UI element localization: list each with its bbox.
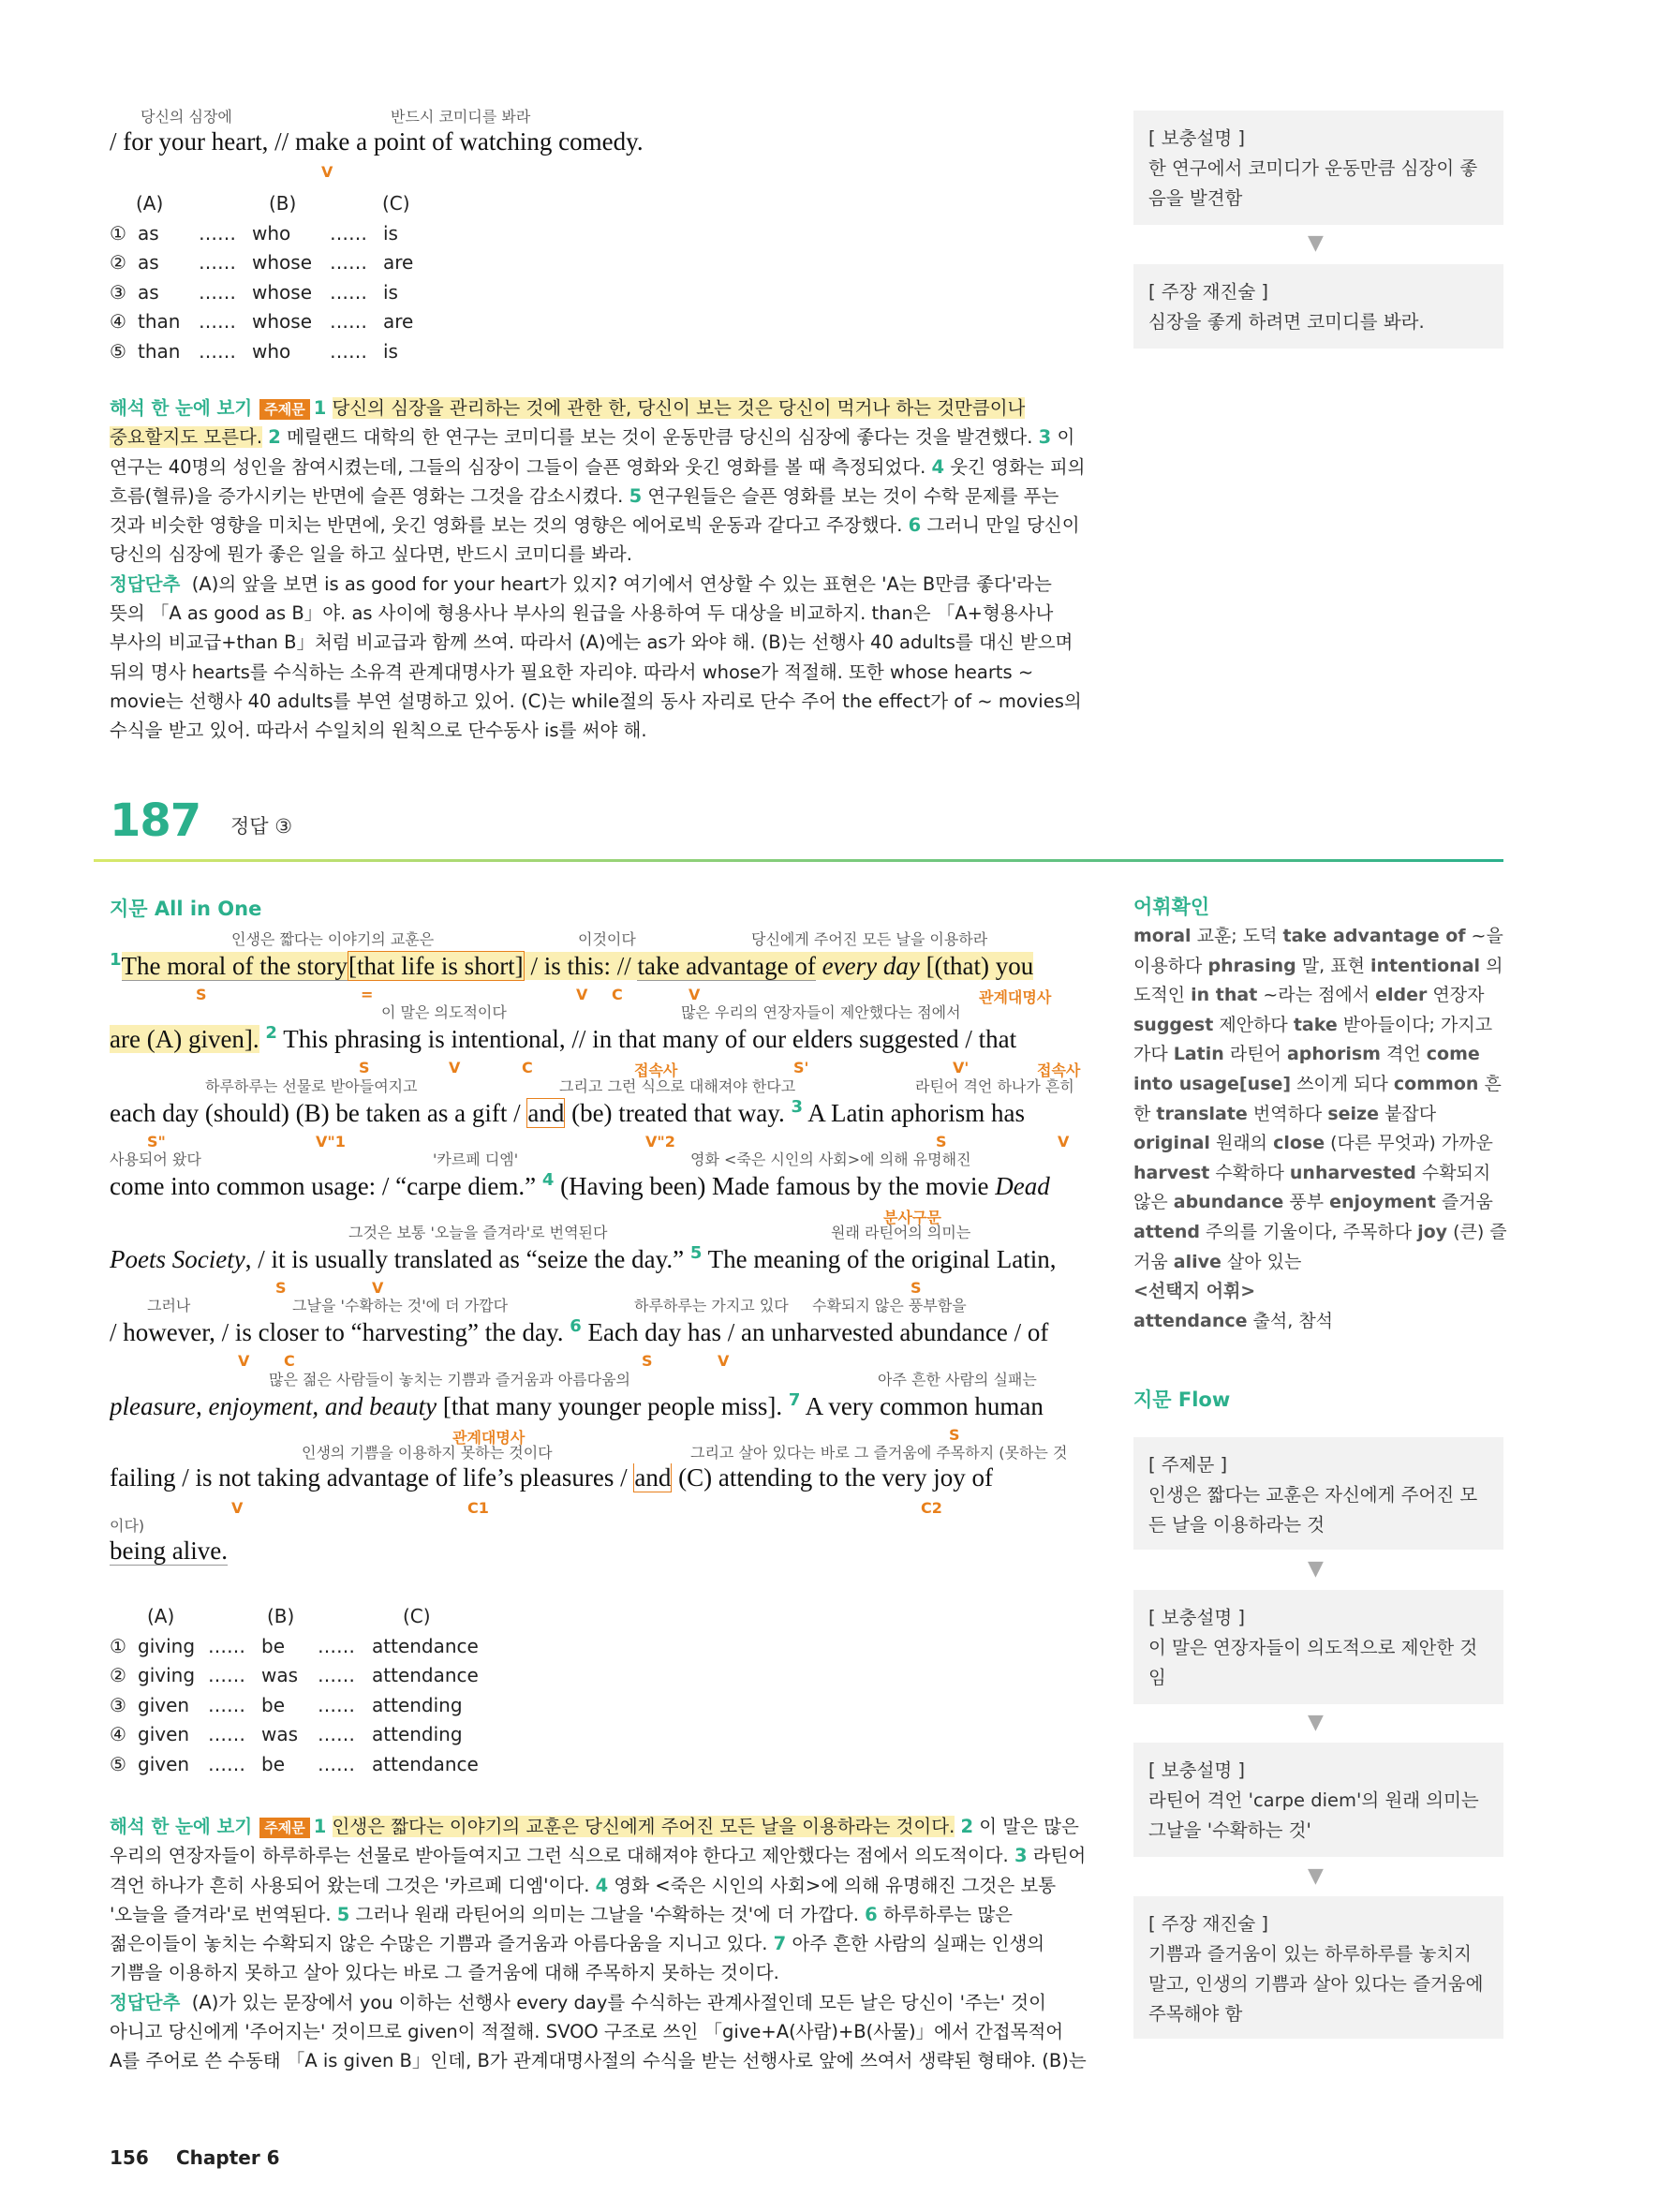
- choice-a: as: [138, 280, 159, 304]
- vocab-term: suggest: [1133, 1014, 1214, 1035]
- sentence: 이 연구는 40명의 성인을 참여시켰는데, 그들의 심장이 그들이 슬픈 영화와 웃긴 영화를 볼 때 측정되었다.: [110, 426, 1075, 478]
- english-line: [110, 1537, 1084, 1566]
- vocab-term: harvest: [1133, 1162, 1210, 1183]
- vocab-meaning: 쓰이게 되다: [1291, 1073, 1394, 1094]
- choice-b: whose: [252, 251, 312, 274]
- dots: ……: [199, 251, 236, 274]
- sentence-number: 1: [110, 950, 122, 970]
- tag: S: [911, 1279, 922, 1297]
- vocab-meaning: (큰) 즐거움: [1133, 1221, 1507, 1272]
- tag: V: [238, 1352, 250, 1370]
- vocab-term: take advantage of: [1282, 926, 1466, 946]
- english-line: [110, 1390, 1084, 1421]
- tag: S: [196, 986, 207, 1003]
- sentence-number: 3: [1038, 426, 1052, 449]
- phrase: This phrasing is intentional, // in that many of our elders suggested / that: [276, 1025, 1017, 1053]
- gloss: '카르페 디엠': [433, 1151, 519, 1168]
- vocab-meaning: 격언: [1380, 1044, 1427, 1065]
- sentence-number: 3: [1014, 1845, 1028, 1867]
- choice-b: was: [261, 1664, 299, 1686]
- vocab-term: attendance: [1133, 1310, 1248, 1331]
- sentence-number: 5: [629, 484, 643, 507]
- choice-b: be: [261, 1752, 285, 1775]
- vocab-term: Latin: [1173, 1044, 1224, 1065]
- gloss: 라틴어 격언 하나가 흔히: [915, 1077, 1074, 1095]
- choice-a: given: [138, 1752, 190, 1775]
- col-header: (A): [147, 1605, 175, 1627]
- section-divider: [94, 859, 1503, 862]
- choice-c: attending: [372, 1723, 463, 1745]
- choice-row[interactable]: [110, 340, 484, 370]
- gloss: 반드시 코미디를 봐라: [391, 108, 531, 126]
- choice-number: ③: [110, 280, 126, 304]
- flow-heading: 지문 Flow: [1133, 1388, 1231, 1411]
- relative-clause: [that life is short]: [348, 952, 524, 980]
- sentence-number: 6: [570, 1316, 582, 1336]
- col-header: (B): [267, 1605, 295, 1627]
- vocab-meaning: 주의를 기울이다, 주목하다: [1200, 1221, 1418, 1242]
- conjunction: and: [527, 1099, 565, 1127]
- answer-explanation: (A)의 앞을 보면 is as good for your heart가 있지? 여기에서 연상할 수 있는 표현은 'A는 B만큼 좋다'라는 뜻의 「A as good as B」야. as 사이에 형용사나 부사의 원급을 사용하여 두 대상을 비교하지. than은 「A+형용사나 부사의 비교급+than B」처럼 비교급과 함께 쓰여. 따라서 (A)에는 as가 와야 해. (B)는 선행사 40 adults를 대신 받으며 뒤의 명사 hearts를 수식하는 소유격 관계대명사가 필요한 자리야. 따라서 whose가 적절해. 또한 whose hearts ~ movie는 선행사 40 adults를 부연 설명하고 있어. (C)는 while절의 동사 자리로 단수 주어 the effect가 of ~ movies의 수식을 받고 있어. 따라서 수일치의 원칙으로 단수동사 is를 써야 해.: [110, 572, 1082, 742]
- conjunction: and: [634, 1463, 672, 1492]
- sentence-number: 6: [908, 514, 922, 537]
- phrase: / however, / is closer to “harvesting” the day.: [110, 1318, 570, 1346]
- vocab-term: attend: [1133, 1221, 1200, 1242]
- topic-badge: 주제문: [259, 399, 309, 420]
- gloss: 당신에게 주어진 모든 날을 이용하라: [751, 930, 988, 948]
- choice-c: attendance: [372, 1752, 479, 1775]
- sentence: 하루하루는 많은 젊은이들이 놓치는 수확되지 않은 수많은 기쁨과 즐거움과 아름다움을 지니고 있다.: [110, 1903, 1013, 1955]
- tag: V: [1058, 1133, 1070, 1151]
- flow-box-title: [ 주장 재진술 ]: [1148, 1913, 1268, 1935]
- dots: ……: [330, 339, 367, 363]
- gloss: 그러나: [147, 1297, 191, 1314]
- english-line: [110, 1170, 1084, 1201]
- sentence-number: 4: [541, 1170, 555, 1190]
- choice-number: ①: [110, 1634, 126, 1657]
- tag: 관계대명사: [452, 1429, 526, 1447]
- sentence: 이 말은 많은 우리의 연장자들이 하루하루는 선물로 받아들여지고 그런 식으로 대해져야 한다고 제안했다는 점에서 의도적이다.: [110, 1816, 1079, 1867]
- down-arrow-icon: ▼: [1308, 1711, 1324, 1734]
- tag: V': [953, 1059, 970, 1076]
- vocab-list: [1133, 922, 1508, 1336]
- choice-b: be: [261, 1634, 285, 1657]
- choice-b: was: [261, 1723, 299, 1745]
- english-line: [110, 1023, 1084, 1054]
- sentence-number: 5: [336, 1903, 350, 1925]
- tag: V: [372, 1279, 384, 1297]
- vocab-meaning: 번역하다: [1247, 1103, 1328, 1124]
- vocab-meaning: 수확하다: [1209, 1162, 1290, 1183]
- choice-a: given: [138, 1693, 190, 1716]
- flow-box-title: [ 주장 재진술 ]: [1148, 281, 1268, 303]
- question-number: 187: [110, 794, 201, 847]
- tag: S: [936, 1133, 947, 1151]
- choice-number: ④: [110, 1723, 126, 1745]
- vocab-term: translate: [1156, 1103, 1248, 1124]
- flow-box-text: 이 말은 연장자들이 의도적으로 제안한 것임: [1148, 1637, 1478, 1688]
- phrase: (Having been) Made famous by the movie: [554, 1172, 996, 1200]
- dots: ……: [318, 1752, 355, 1775]
- movie-title: Dead: [995, 1172, 1050, 1200]
- phrase: Each day has / an unharvested abundance / of: [581, 1318, 1049, 1346]
- sentence-number: 6: [865, 1903, 878, 1925]
- vocab-term: intentional: [1369, 955, 1481, 976]
- vocab-term: original: [1133, 1133, 1210, 1154]
- topic-sentence: 인생은 짧다는 이야기의 교훈은 당신에게 주어진 모든 날을 이용하라는 것이다.: [332, 1816, 955, 1837]
- english-line: [110, 1316, 1084, 1347]
- vocab-meaning: 제안하다: [1213, 1014, 1294, 1035]
- vocab-meaning: 즐거움: [1435, 1192, 1493, 1213]
- choice-a: as: [138, 221, 159, 245]
- tag: S": [147, 1133, 166, 1151]
- gloss: 수확되지 않은 풍부함을: [812, 1297, 967, 1314]
- choice-row[interactable]: [110, 251, 484, 281]
- vocab-meaning: 받아들이다; 가지고 가다: [1133, 1014, 1493, 1065]
- dots: ……: [318, 1634, 355, 1657]
- choice-number: ②: [110, 1664, 126, 1686]
- tag: 접속사: [1037, 1061, 1081, 1079]
- explanation-heading: 해석 한 눈에 보기: [110, 397, 253, 419]
- vocab-meaning: 살아 있는: [1221, 1251, 1302, 1272]
- choice-b: be: [261, 1693, 285, 1716]
- tag: C: [284, 1352, 295, 1370]
- gloss: 인생의 기쁨을 이용하지 못하는 것이다: [302, 1444, 553, 1462]
- vocab-meaning: ~을 이용하다: [1133, 926, 1503, 976]
- phrase: pleasure, enjoyment, and beauty: [110, 1392, 437, 1420]
- sentence-number: 7: [773, 1933, 787, 1955]
- english-line: [110, 1097, 1084, 1128]
- gloss: 인생은 짧다는 이야기의 교훈은: [231, 930, 435, 948]
- english-line: [110, 1463, 1084, 1492]
- choice-a: giving: [138, 1634, 196, 1657]
- choice-c: are: [383, 310, 414, 333]
- col-header: (C): [382, 192, 410, 215]
- down-arrow-icon: ▼: [1308, 231, 1324, 255]
- choice-number: ④: [110, 310, 126, 333]
- down-arrow-icon: ▼: [1308, 1557, 1324, 1581]
- choice-a: giving: [138, 1664, 196, 1686]
- tag: C: [522, 1059, 533, 1076]
- flow-box-text: 기쁨과 즐거움이 있는 하루하루를 놓치지 말고, 인생의 기쁨과 살아 있다는 즐거움에 주목해야 함: [1148, 1943, 1484, 2025]
- choice-a: as: [138, 251, 159, 274]
- phrase: [(that) you: [925, 952, 1034, 980]
- vocab-meaning: 풍부: [1283, 1192, 1330, 1213]
- vocab-term: aphorism: [1286, 1044, 1381, 1065]
- choice-c: are: [383, 251, 414, 274]
- dots: ……: [208, 1664, 245, 1686]
- flow-box-title: [ 주제문 ]: [1148, 1454, 1228, 1476]
- choice-number: ⑤: [110, 339, 126, 363]
- topic-sentence: 당신의 심장을 관리하는 것에 관한 한, 당신이 보는 것은 당신이 먹거나 하는 것만큼이나 중요할지도 모른다.: [110, 397, 1026, 449]
- answer-explanation: (A)가 있는 문장에서 you 이하는 선행사 every day를 수식하는 관계사절인데 모든 날은 당신이 '주는' 것이 아니고 당신에게 '주어지는' 것이므로 given이 적절해. SVOO 구조로 쓰인 「give+A(사람)+B(사물)」에서 간접목적어 A를 주어로 쓴 수동태 「A is given B」인데, B가 관계대명사절의 수식을 받는 선행사로 앞에 쓰여서 생략된 형태야. (B)는: [110, 1991, 1087, 2072]
- phrase: each day (should) (B) be taken as a gift /: [110, 1099, 527, 1127]
- gloss: 많은 젊은 사람들이 놓치는 기쁨과 즐거움과 아름다움의: [269, 1371, 631, 1388]
- sentence: 연구원들은 슬픈 영화를 보는 것이 수학 문제를 푸는 것과 비슷한 영향을 미치는 반면에, 웃긴 영화를 보는 것의 영향은 에어로빅 운동과 같다고 주장했다.: [110, 484, 1059, 537]
- page-number: 156: [110, 2146, 149, 2169]
- sentence-number: 1: [313, 397, 327, 419]
- english-line: / for your heart, // make a point of watching comedy.: [110, 127, 644, 156]
- phrase: , / it is usually translated as “seize the day.”: [244, 1245, 690, 1273]
- flow-box: [1133, 1743, 1503, 1857]
- tag: V: [231, 1499, 244, 1517]
- relative-clause: [that many younger people miss].: [437, 1392, 789, 1420]
- col-header: (A): [136, 192, 164, 215]
- choice-number: ②: [110, 251, 126, 274]
- choice-row[interactable]: [110, 281, 484, 311]
- topic-badge: 주제문: [259, 1818, 309, 1838]
- tag: V"1: [316, 1133, 346, 1151]
- tag: V: [576, 986, 588, 1003]
- vocab-meaning: 연장자: [1427, 985, 1485, 1006]
- phrase: failing / is not taking advantage of life’s pleasures /: [110, 1463, 634, 1492]
- vocab-term: in that: [1191, 985, 1258, 1006]
- vocab-meaning: (다른 무엇과) 가까운: [1325, 1133, 1493, 1154]
- tag: V"2: [645, 1133, 675, 1151]
- vocab-term: moral: [1133, 926, 1192, 946]
- flow-box: [1133, 1437, 1503, 1550]
- phrase: are (A) given].: [110, 1025, 259, 1053]
- flow-box-text: 한 연구에서 코미디가 운동만큼 심장이 좋음을 발견함: [1148, 157, 1478, 209]
- gloss: 그리고 살아 있다는 바로 그 즐거움에 주목하지 (못하는 것: [690, 1444, 1068, 1462]
- gloss: 하루하루는 가지고 있다: [634, 1297, 789, 1314]
- vocab-term: elder: [1375, 985, 1428, 1006]
- sentence-number: 7: [788, 1390, 801, 1410]
- chapter-label: Chapter 6: [176, 2146, 280, 2169]
- phrase: (C) attending to the very joy of: [672, 1463, 994, 1492]
- vocab-meaning: 수확되지 않은: [1133, 1162, 1491, 1213]
- vocab-term: take: [1293, 1014, 1338, 1035]
- movie-title: Poets Society: [110, 1245, 245, 1273]
- flow-box-title: [ 보충설명 ]: [1148, 1759, 1245, 1781]
- gloss: 이 말은 의도적이다: [381, 1003, 507, 1021]
- sentence: 아주 흔한 사람의 실패는 인생의 기쁨을 이용하지 못하고 살아 있다는 바로 그 즐거움에 대해 주목하지 못하는 것이다.: [110, 1933, 1045, 1984]
- explanation-187: [110, 1812, 1088, 2076]
- sentence-number: 4: [595, 1874, 609, 1896]
- sentence-number: 5: [689, 1243, 703, 1263]
- vocab-term: close: [1273, 1133, 1325, 1154]
- choice-c: attendance: [372, 1634, 479, 1657]
- answer-label: 정답 ③: [230, 815, 293, 838]
- dots: ……: [330, 310, 367, 333]
- dots: ……: [199, 221, 236, 245]
- vocab-meaning: 출석, 참석: [1247, 1310, 1334, 1331]
- choice-a: than: [138, 310, 181, 333]
- tag: V: [718, 1352, 730, 1370]
- gloss: 이것이다: [578, 930, 636, 948]
- sentence-number: 2: [268, 426, 281, 449]
- dots: ……: [208, 1723, 245, 1745]
- vocab-term: unharvested: [1289, 1162, 1416, 1183]
- vocab-meaning: 교훈; 도덕: [1191, 926, 1283, 946]
- choice-a: than: [138, 339, 181, 363]
- passage-heading: 지문 All in One: [110, 898, 262, 920]
- tag: S: [275, 1279, 287, 1297]
- phrase: A very common human: [800, 1392, 1044, 1420]
- choice-c: is: [383, 280, 398, 304]
- gloss: 많은 우리의 연장자들이 제안했다는 점에서: [681, 1003, 961, 1021]
- col-header: (B): [269, 192, 297, 215]
- dots: ……: [199, 339, 236, 363]
- col-header: (C): [403, 1605, 431, 1627]
- tag: C2: [921, 1499, 942, 1517]
- vocab-meaning: 흔한: [1133, 1073, 1502, 1124]
- vocab-meaning: ~라는 점에서: [1257, 985, 1376, 1006]
- answer-choices-187: [110, 1605, 540, 1782]
- gloss: 원래 라틴어의 의미는: [831, 1224, 971, 1241]
- flow-box-title: [ 보충설명 ]: [1148, 127, 1245, 149]
- choice-b: whose: [252, 280, 312, 304]
- choice-number: ③: [110, 1693, 126, 1716]
- dots: ……: [208, 1693, 245, 1716]
- tag: 접속사: [634, 1061, 678, 1079]
- gloss: 당신의 심장에: [141, 108, 232, 126]
- dots: ……: [330, 251, 367, 274]
- choice-row[interactable]: [110, 310, 484, 340]
- sentence-number: 1: [313, 1816, 327, 1837]
- vocab-term: enjoyment: [1329, 1192, 1436, 1213]
- gloss: 하루하루는 선물로 받아들여지고: [205, 1077, 418, 1095]
- choice-vocab-heading: <선택지 어휘>: [1133, 1281, 1256, 1302]
- choice-row[interactable]: [110, 1664, 540, 1694]
- choice-row[interactable]: [110, 1723, 540, 1753]
- choice-c: is: [383, 339, 398, 363]
- dots: ……: [318, 1693, 355, 1716]
- choice-row[interactable]: [110, 1694, 540, 1724]
- tag: V: [321, 163, 333, 181]
- vocab-meaning: 원래의: [1209, 1133, 1274, 1154]
- vocab-meaning: 말, 표현: [1295, 955, 1370, 976]
- dots: ……: [318, 1664, 355, 1686]
- choice-row[interactable]: [110, 222, 484, 252]
- dots: ……: [330, 221, 367, 245]
- vocab-term: seize: [1327, 1103, 1379, 1124]
- dots: ……: [318, 1723, 355, 1745]
- gloss: 그날을 '수확하는 것'에 더 가깝다: [292, 1297, 509, 1314]
- sentence-number: 3: [791, 1097, 803, 1117]
- choice-number: ⑤: [110, 1752, 126, 1775]
- tag: S': [793, 1059, 809, 1076]
- sentence: 메릴랜드 대학의 한 연구는 코미디를 보는 것이 운동만큼 당신의 심장에 좋다는 것을 발견했다.: [287, 426, 1033, 449]
- sentence: 그러나 원래 라틴어의 의미는 그날을 '수확하는 것'에 더 가깝다.: [355, 1903, 859, 1925]
- vocab-heading: 어휘확인: [1133, 896, 1210, 918]
- tag: V: [688, 986, 701, 1003]
- phrase: take advantage of: [637, 952, 816, 980]
- dots: ……: [199, 310, 236, 333]
- dots: ……: [208, 1634, 245, 1657]
- tag: =: [361, 986, 374, 1003]
- flow-box-text: 심장을 좋게 하려면 코미디를 봐라.: [1148, 311, 1425, 333]
- vocab-meaning: 의도적인: [1133, 955, 1503, 1006]
- flow-box-text: 라틴어 격언 'carpe diem'의 원래 의미는 그날을 '수확하는 것': [1148, 1789, 1479, 1841]
- flow-box-title: [ 보충설명 ]: [1148, 1607, 1245, 1628]
- sentence-number: 4: [931, 455, 945, 478]
- gloss: 이다): [110, 1517, 145, 1535]
- english-line: [110, 1243, 1084, 1274]
- choice-a: given: [138, 1723, 190, 1745]
- vocab-term: common: [1393, 1073, 1479, 1094]
- explanation-heading: 해석 한 눈에 보기: [110, 1816, 253, 1837]
- phrase: A Latin aphorism has: [803, 1099, 1025, 1127]
- tag: 분사구문: [883, 1209, 941, 1226]
- tag: S: [949, 1426, 960, 1444]
- vocab-term: abundance: [1173, 1192, 1284, 1213]
- answer-key-heading: 정답단추: [110, 1991, 181, 2013]
- choice-number: ①: [110, 221, 126, 245]
- tag: V: [449, 1059, 461, 1076]
- gloss: 그리고 그런 식으로 대해져야 한다고: [559, 1077, 796, 1095]
- vocab-meaning: 라틴어: [1223, 1044, 1287, 1065]
- sentence: 그러니 만일 당신이 당신의 심장에 뭔가 좋은 일을 하고 싶다면, 반드시 코미디를 봐라.: [110, 514, 1080, 566]
- phrase: come into common usage: / “carpe diem.”: [110, 1172, 542, 1200]
- gloss: 아주 흔한 사람의 실패는: [878, 1371, 1037, 1388]
- vocab-term: come into usage[use]: [1133, 1044, 1480, 1094]
- tag: S: [359, 1059, 370, 1076]
- sentence-number: 2: [960, 1816, 974, 1837]
- vocab-term: phrasing: [1207, 955, 1296, 976]
- flow-box: [1133, 111, 1503, 225]
- choice-c: attending: [372, 1693, 463, 1716]
- tag: 관계대명사: [979, 988, 1052, 1006]
- choice-b: who: [252, 339, 291, 363]
- gloss: 영화 <죽은 시인의 사회>에 의해 유명해진: [690, 1151, 971, 1168]
- explanation-186: [110, 393, 1088, 746]
- choice-row[interactable]: [110, 1753, 540, 1783]
- flow-box: [1133, 264, 1503, 349]
- dots: ……: [330, 280, 367, 304]
- flow-box: [1133, 1896, 1503, 2039]
- dots: ……: [208, 1752, 245, 1775]
- vocab-term: joy: [1417, 1221, 1448, 1242]
- answer-key-heading: 정답단추: [110, 572, 181, 595]
- phrase: being alive.: [110, 1537, 228, 1565]
- choice-c: attendance: [372, 1664, 479, 1686]
- phrase: every day: [815, 952, 926, 980]
- flow-box-text: 인생은 짧다는 교훈은 자신에게 주어진 모든 날을 이용하라는 것: [1148, 1484, 1478, 1536]
- phrase: The meaning of the original Latin,: [702, 1245, 1057, 1273]
- gloss: 그것은 보통 '오늘을 즐겨라'로 번역된다: [348, 1224, 608, 1241]
- phrase: (be) treated that way.: [565, 1099, 785, 1127]
- dots: ……: [199, 280, 236, 304]
- sentence: 라틴어 격언 하나가 흔히 사용되어 왔는데 그것은 '카르페 디엠'이다.: [110, 1845, 1087, 1896]
- flow-box: [1133, 1590, 1503, 1704]
- sentence-number: 2: [265, 1023, 277, 1043]
- phrase: / is this: //: [524, 952, 638, 980]
- tag: S: [642, 1352, 653, 1370]
- vocab-meaning: 붙잡다: [1378, 1103, 1437, 1124]
- tag: C1: [467, 1499, 489, 1517]
- choice-row[interactable]: [110, 1635, 540, 1665]
- tag: C: [612, 986, 623, 1003]
- choice-c: is: [383, 221, 398, 245]
- phrase: The moral of the story: [121, 952, 348, 980]
- english-line: [110, 950, 1084, 981]
- vocab-term: alive: [1173, 1251, 1221, 1272]
- sentence: 웃긴 영화는 피의 흐름(혈류)을 증가시키는 반면에 슬픈 영화는 그것을 감소시켰다.: [110, 455, 1086, 507]
- choice-b: whose: [252, 310, 312, 333]
- down-arrow-icon: ▼: [1308, 1864, 1324, 1888]
- choice-b: who: [252, 221, 291, 245]
- answer-choices-186: [110, 192, 484, 369]
- sentence: 영화 <죽은 시인의 사회>에 의해 유명해진 그것은 보통 '오늘을 즐겨라'로 번역된다.: [110, 1874, 1057, 1925]
- gloss: 사용되어 왔다: [110, 1151, 201, 1168]
